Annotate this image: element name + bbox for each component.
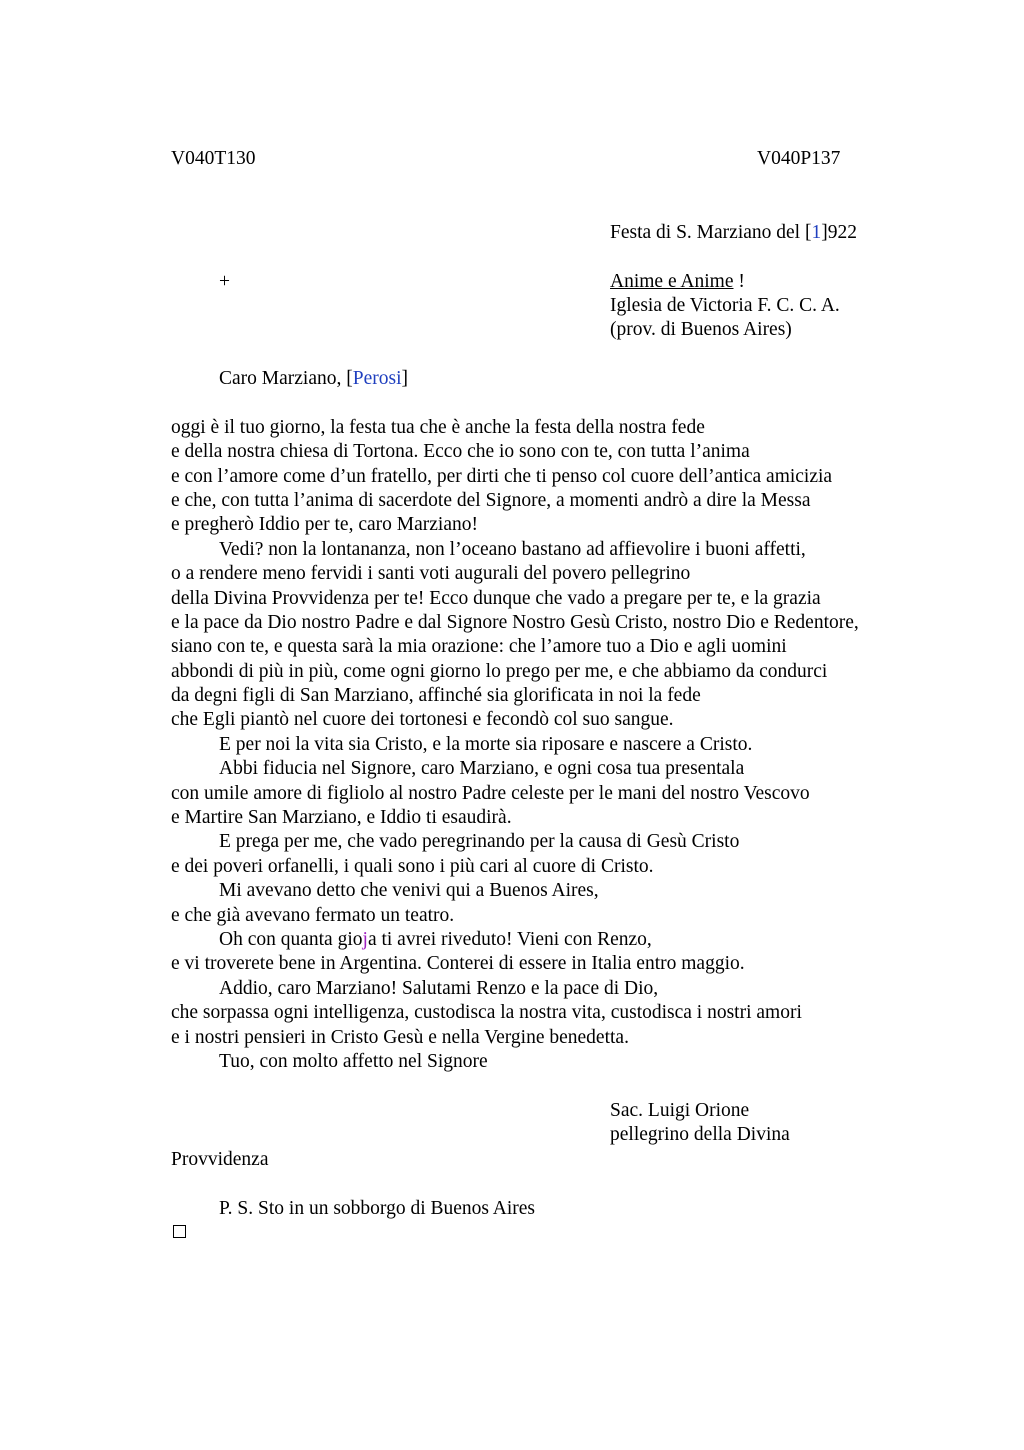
body-line: siano con te, e questa sarà la mia orazione: che l’amore tuo a Dio e agli uomini (171, 636, 787, 657)
body-line: da degni figli di San Marziano, affinché sia glorificata in noi la fede (171, 685, 701, 706)
body-line: con umile amore di figliolo al nostro Padre celeste per le mani del nostro Vescovo (171, 783, 810, 804)
salutation-text: Caro Marziano, [ (219, 368, 353, 389)
body-line: che Egli piantò nel cuore dei tortonesi e fecondò col suo sangue. (171, 709, 674, 730)
body-line: Addio, caro Marziano! Salutami Renzo e la pace di Dio, (219, 978, 659, 999)
dateline-year: ]922 (821, 222, 857, 243)
motto-exclaim: ! (733, 271, 745, 292)
body-highlight-letter: j (362, 929, 368, 950)
body-line: e Martire San Marziano, e Iddio ti esaudirà. (171, 807, 512, 828)
body-line: e dei poveri orfanelli, i quali sono i più cari al cuore di Cristo. (171, 856, 654, 877)
body-line: abbondi di più in più, come ogni giorno lo prego per me, e che abbiamo da condurci (171, 661, 828, 682)
body-line: e la pace da Dio nostro Padre e dal Signore Nostro Gesù Cristo, nostro Dio e Redentore, (171, 612, 859, 633)
cross-mark: + (219, 271, 230, 292)
body-line: E per noi la vita sia Cristo, e la morte sia riposare e nascere a Cristo. (219, 734, 753, 755)
body-line: Abbi fiducia nel Signore, caro Marziano, e ogni cosa tua presentala (219, 758, 745, 779)
empty-box-icon (173, 1225, 186, 1238)
salutation-close: ] (401, 368, 408, 389)
body-line: Mi avevano detto che venivi qui a Buenos Aires, (219, 880, 599, 901)
body-line: che sorpassa ogni intelligenza, custodisca la nostra vita, custodisca i nostri amori (171, 1002, 802, 1023)
body-line: e con l’amore come d’un fratello, per dirti che ti penso col cuore dell’antica amicizia (171, 466, 833, 487)
body-line: e che, con tutta l’anima di sacerdote del Signore, a momenti andrò a dire la Messa (171, 490, 811, 511)
body-line: e i nostri pensieri in Cristo Gesù e nella Vergine benedetta. (171, 1027, 629, 1048)
salutation (219, 367, 408, 391)
dateline-text: Festa di S. Marziano del [ (610, 222, 812, 243)
document-code-right: V040P137 (757, 148, 841, 169)
body-line: Tuo, con molto affetto nel Signore (219, 1051, 488, 1072)
document-code-left: V040T130 (171, 148, 256, 169)
body-text: a ti avrei riveduto! Vieni con Renzo, (367, 929, 652, 950)
body-line: e che già avevano fermato un teatro. (171, 905, 455, 926)
dateline (610, 221, 857, 245)
body-line: oggi è il tuo giorno, la festa tua che è anche la festa della nostra fede (171, 417, 705, 438)
motto-underlined: Anime e Anime (610, 271, 734, 292)
address-line: (prov. di Buenos Aires) (610, 319, 792, 340)
address-motto (610, 270, 745, 294)
body-line: e pregherò Iddio per te, caro Marziano! (171, 514, 478, 535)
body-line: E prega per me, che vado peregrinando per la causa di Gesù Cristo (219, 831, 740, 852)
body-line (219, 928, 652, 952)
dateline-editorial-digit: 1 (811, 222, 822, 243)
body-line: Vedi? non la lontananza, non l’oceano bastano ad affievolire i buoni affetti, (219, 539, 806, 560)
signature-title-wrap: Provvidenza (171, 1149, 269, 1170)
body-text: Oh con quanta gio (219, 929, 363, 950)
body-line: della Divina Provvidenza per te! Ecco dunque che vado a pregare per te, e la grazia (171, 588, 821, 609)
body-line: e vi troverete bene in Argentina. Conterei di essere in Italia entro maggio. (171, 953, 745, 974)
signature-name: Sac. Luigi Orione (610, 1100, 750, 1121)
address-line: Iglesia de Victoria F. C. C. A. (610, 295, 840, 316)
body-line: o a rendere meno fervidi i santi voti augurali del povero pellegrino (171, 563, 691, 584)
signature-title: pellegrino della Divina (610, 1124, 790, 1145)
body-line: e della nostra chiesa di Tortona. Ecco che io sono con te, con tutta l’anima (171, 441, 750, 462)
postscript: P. S. Sto in un sobborgo di Buenos Aires (219, 1198, 536, 1219)
salutation-editorial-name: Perosi (352, 368, 402, 389)
